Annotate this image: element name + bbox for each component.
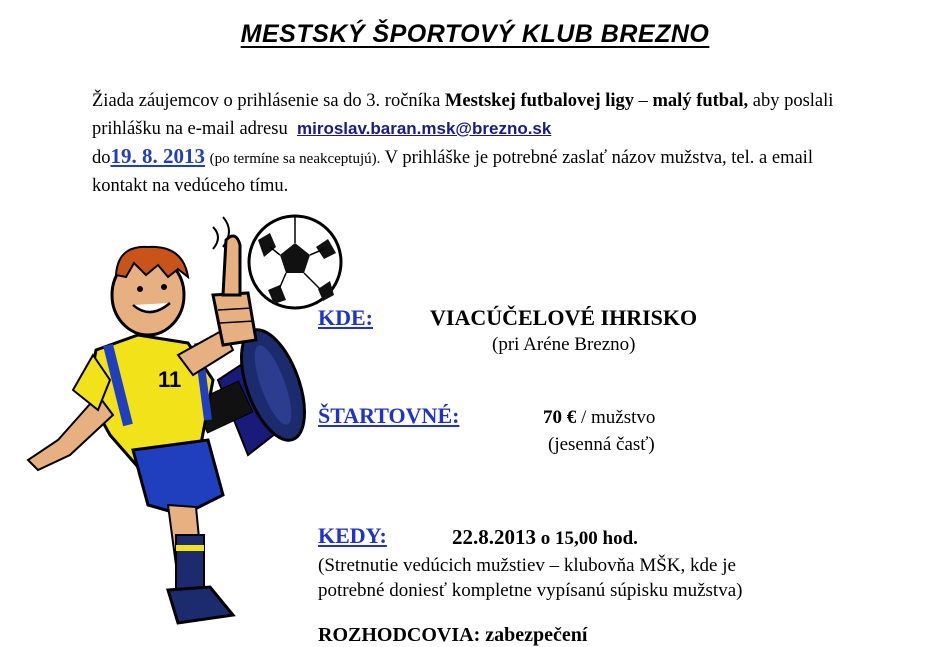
where-note: (pri Aréne Brezno) [492, 334, 636, 355]
email-link[interactable]: miroslav.baran.msk@brezno.sk [296, 119, 552, 138]
football-ball-icon [249, 216, 341, 308]
league-name: Mestskej futbalovej ligy [444, 91, 635, 111]
intro-paragraph [92, 88, 852, 200]
football-player-illustration [18, 205, 348, 634]
when-label: KEDY: [318, 523, 387, 548]
fee-unit: / mužstvo [576, 407, 656, 428]
when-date: 22.8.2013 [452, 525, 536, 549]
small-football: malý futbal, [652, 91, 749, 111]
where-value: VIACÚČELOVÉ IHRISKO [430, 305, 698, 330]
where-label: KDE: [318, 305, 373, 330]
intro-text-3: V prihláške je potrebné zaslať názov mužstva, tel. a email kontakt na vedúceho tímu. [92, 148, 813, 196]
intro-text-1: Žiada záujemcov o prihlásenie sa do 3. ročníka [92, 91, 445, 111]
intro-dash: – [634, 91, 653, 111]
deadline-note: (po termíne sa neakceptujú). [209, 151, 381, 167]
jersey-number: 11 [158, 367, 182, 392]
when-note-line1: (Stretnutie vedúcich mužstiev – klubovňa MŠK, kde je [318, 555, 736, 576]
fee-value [543, 407, 655, 429]
when-note-line2: potrebné doniesť kompletne vypísanú súpisku mužstva) [318, 580, 743, 601]
intro-do: do [92, 148, 111, 168]
fee-amount: 70 € [543, 407, 577, 428]
fee-note: (jesenná časť) [548, 434, 655, 455]
page-title: MESTSKÝ ŠPORTOVÝ KLUB BREZNO [240, 20, 710, 48]
when-time: o 15,00 hod. [536, 528, 638, 549]
fee-label: ŠTARTOVNÉ: [318, 403, 460, 428]
intro-text-2: aby poslali prihlášku na e-mail adresu [92, 91, 834, 139]
when-value [452, 525, 638, 550]
deadline-date: 19. 8. 2013 [110, 144, 205, 168]
referees-label: ROZHODCOVIA: zabezpečení [318, 624, 588, 646]
